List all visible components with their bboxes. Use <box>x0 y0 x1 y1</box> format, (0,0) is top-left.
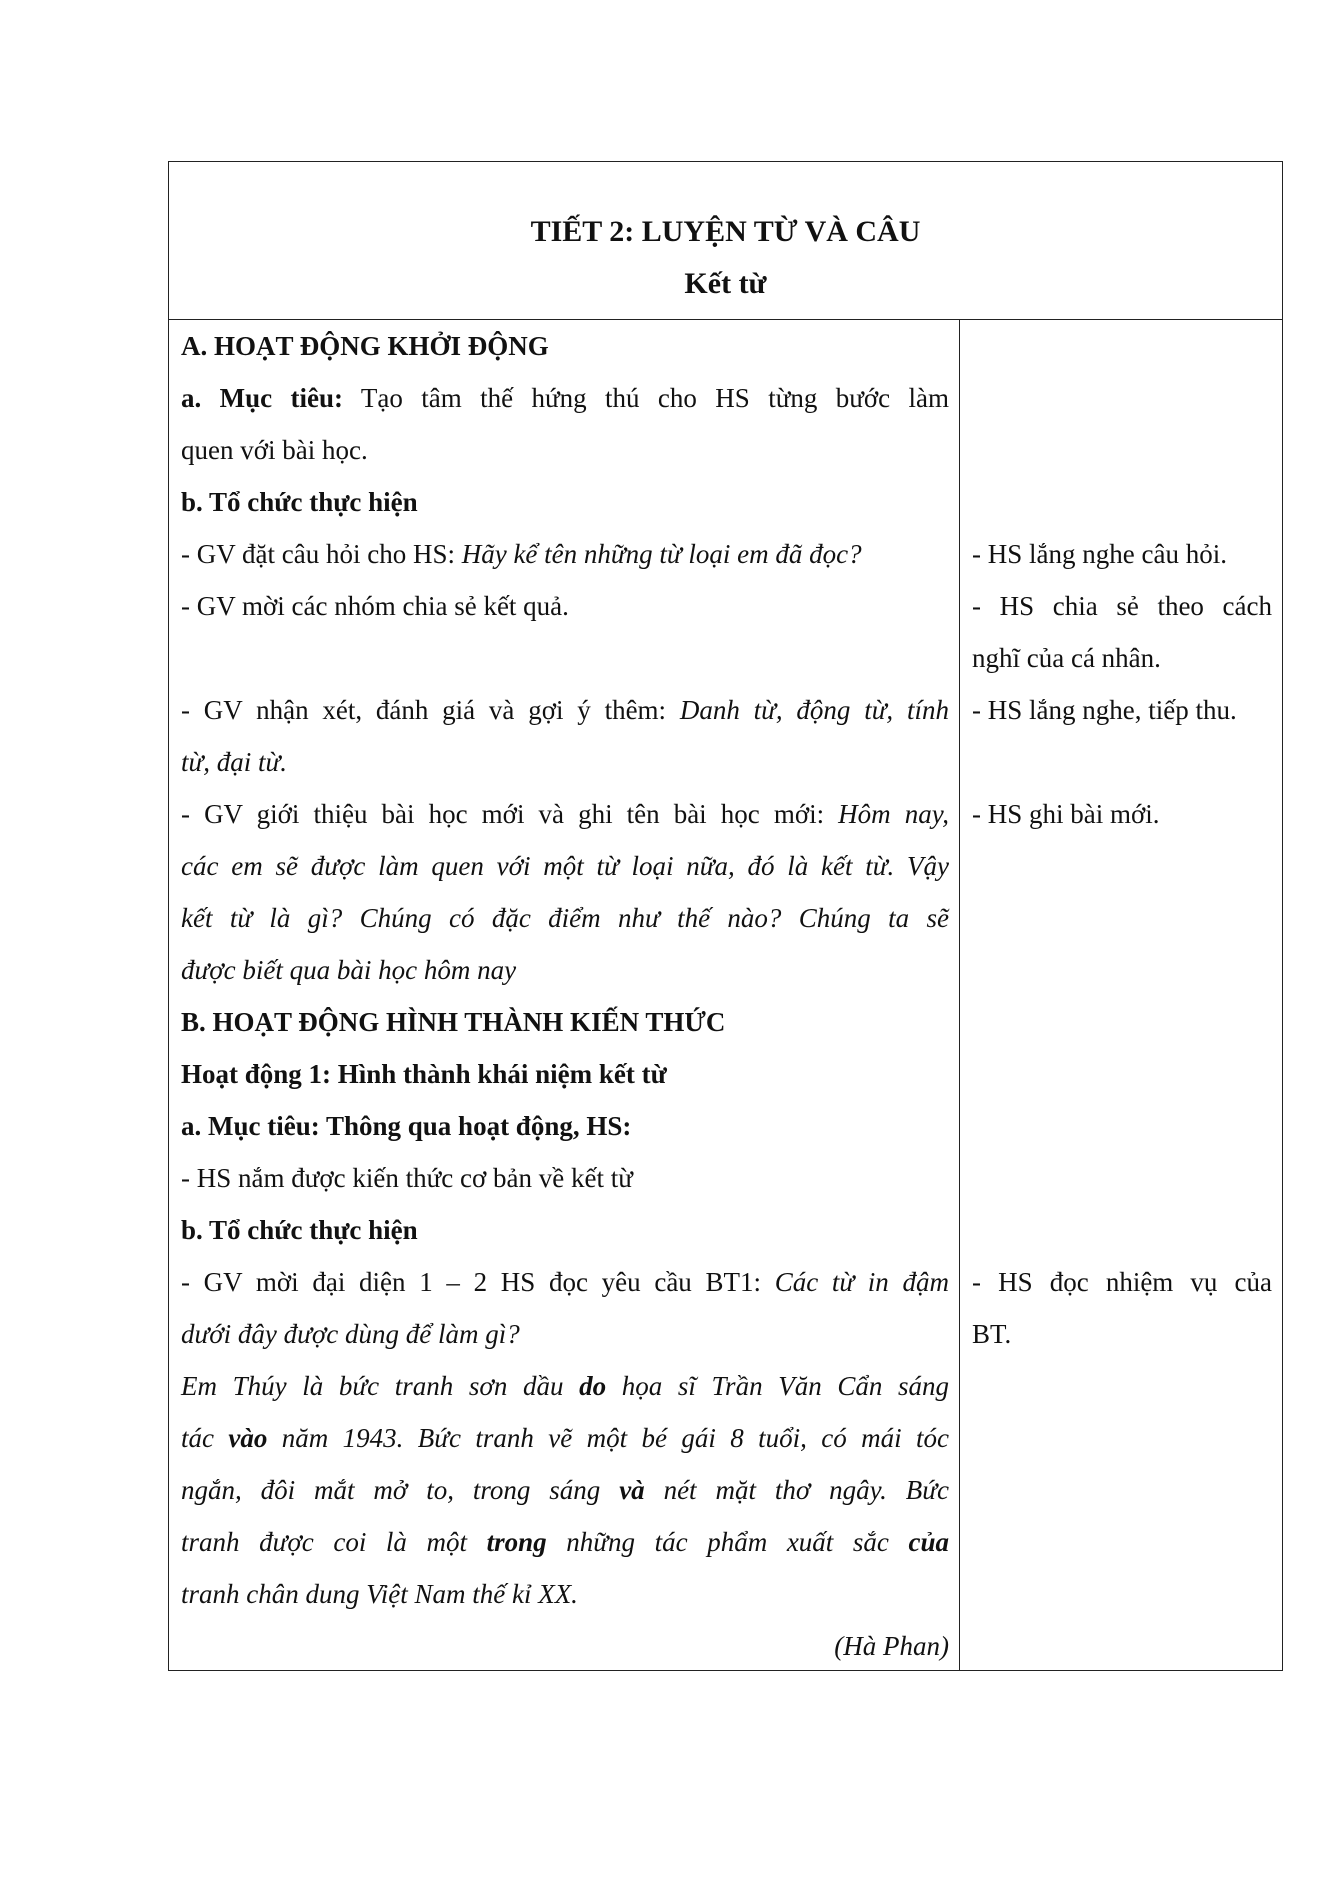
intro-line: - GV giới thiệu bài học mới và ghi tên bài học mới: Hôm nay, <box>181 799 949 829</box>
section-a-heading: A. HOẠT ĐỘNG KHỞI ĐỘNG <box>181 331 549 361</box>
student-response-2: - HS chia sẻ theo cách <box>972 591 1272 621</box>
passage-line-1: Em Thúy là bức tranh sơn dầu do họa sĩ Trần Văn Cẩn sáng <box>181 1371 949 1401</box>
column-divider <box>959 320 960 1670</box>
bt1-line-cont: dưới đây được dùng để làm gì? <box>181 1319 520 1349</box>
student-response-3: - HS lắng nghe, tiếp thu. <box>972 695 1237 725</box>
section-b-goal: a. Mục tiêu: Thông qua hoạt động, HS: <box>181 1111 632 1141</box>
lesson-title: TIẾT 2: LUYỆN TỪ VÀ CÂU <box>530 215 921 248</box>
student-response-1: - HS lắng nghe câu hỏi. <box>972 539 1227 569</box>
intro-line-2: các em sẽ được làm quen với một từ loại nữa, đó là kết từ. Vậy <box>181 851 949 881</box>
student-response-2-cont: nghĩ của cá nhân. <box>972 643 1161 673</box>
passage-source: (Hà Phan) <box>834 1631 949 1661</box>
lesson-header <box>169 162 1282 320</box>
section-b-heading: B. HOẠT ĐỘNG HÌNH THÀNH KIẾN THỨC <box>181 1007 726 1037</box>
student-response-5: - HS đọc nhiệm vụ của <box>972 1267 1272 1297</box>
share-line: - GV mời các nhóm chia sẻ kết quả. <box>181 591 569 621</box>
lesson-table <box>168 161 1283 1671</box>
section-a-org: b. Tổ chức thực hiện <box>181 487 418 517</box>
comment-line-cont: từ, đại từ. <box>181 747 287 777</box>
activity-1-heading: Hoạt động 1: Hình thành khái niệm kết từ <box>181 1059 667 1089</box>
passage-line-4: tranh được coi là một trong những tác phẩm xuất sắc của <box>181 1527 950 1557</box>
lesson-subtitle: Kết từ <box>684 267 767 300</box>
section-b-org: b. Tổ chức thực hiện <box>181 1215 418 1245</box>
section-a-goal: a. Mục tiêu: Tạo tâm thế hứng thú cho HS từng bước làm <box>181 383 949 413</box>
section-b-goal-item: - HS nắm được kiến thức cơ bản về kết từ <box>181 1163 633 1193</box>
student-response-5-cont: BT. <box>972 1319 1012 1349</box>
intro-line-4: được biết qua bài học hôm nay <box>181 955 517 985</box>
student-response-4: - HS ghi bài mới. <box>972 799 1160 829</box>
intro-line-3: kết từ là gì? Chúng có đặc điểm như thế nào? Chúng ta sẽ <box>181 903 949 933</box>
bt1-line: - GV mời đại diện 1 – 2 HS đọc yêu cầu BT1: Các từ in đậm <box>181 1267 949 1297</box>
passage-line-3: ngắn, đôi mắt mở to, trong sáng và nét mặt thơ ngây. Bức <box>181 1475 949 1505</box>
question-line: - GV đặt câu hỏi cho HS: Hãy kể tên những từ loại em đã đọc? <box>181 539 862 569</box>
section-a-goal-cont: quen với bài học. <box>181 435 368 465</box>
passage-line-5: tranh chân dung Việt Nam thế kỉ XX. <box>181 1579 578 1609</box>
passage-line-2: tác vào năm 1943. Bức tranh vẽ một bé gái 8 tuổi, có mái tóc <box>181 1423 949 1453</box>
comment-line: - GV nhận xét, đánh giá và gợi ý thêm: Danh từ, động từ, tính <box>181 695 949 725</box>
